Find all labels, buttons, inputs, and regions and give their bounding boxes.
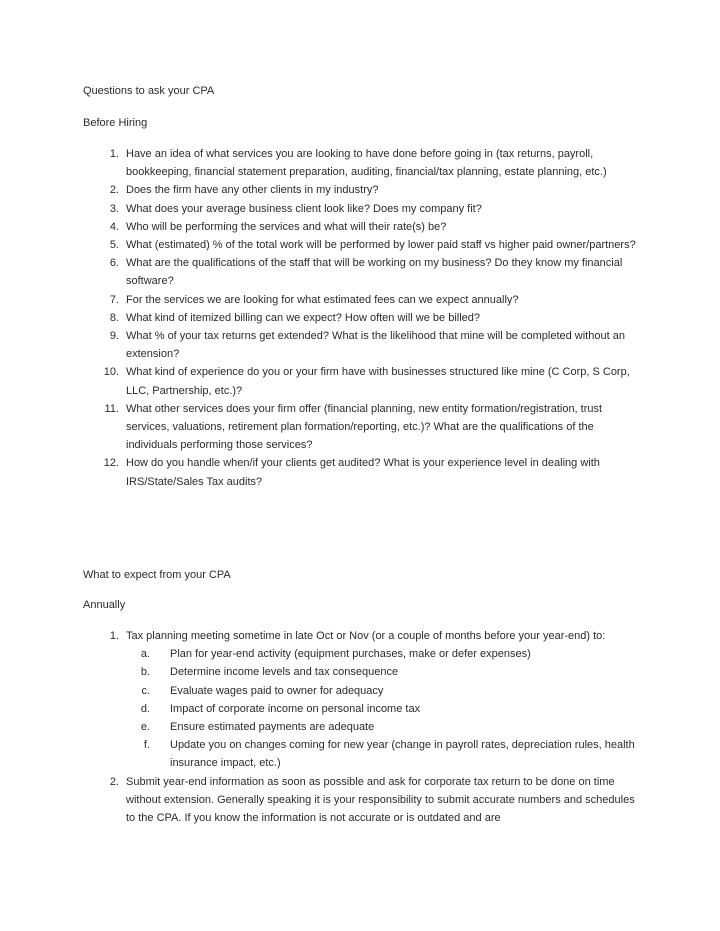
list-number: 2. — [109, 184, 119, 197]
list-item-text: Who will be performing the services and what will their rate(s) be? — [126, 220, 447, 233]
sub-list-letter: b. — [140, 666, 150, 679]
list-number: 1. — [109, 148, 119, 160]
list-number: 2. — [109, 775, 119, 788]
list-number: 3. — [109, 202, 119, 215]
document-title: Questions to ask your CPA — [83, 85, 215, 97]
list-item — [83, 363, 638, 399]
list-item-text: Have an idea of what services you are looking to have done before going in (tax returns, payroll, bookkeeping, financial statement preparation, auditing, financial/tax planning, estate planning, etc.) — [126, 148, 607, 179]
sub-list — [126, 645, 638, 772]
sub-list-letter: e. — [140, 721, 150, 734]
sub-list-item-text: Update you on changes coming for new year (change in payroll rates, depreciation rules, health insurance impact, etc.) — [170, 739, 635, 770]
list-number: 9. — [109, 330, 119, 343]
list-item-text: Submit year-end information as soon as possible and ask for corporate tax return to be done on time without extension. Generally speaking it is your responsibility to submit accurate numbers and schedules to the CPA. If you know the information is not accurate or is outdated and are — [126, 775, 635, 825]
list-number: 10. — [103, 366, 119, 379]
list-item-text: What (estimated) % of the total work will be performed by lower paid staff vs higher paid owner/partners? — [126, 239, 636, 252]
section-heading-annually: Annually — [83, 599, 126, 611]
sub-list-item-text: Determine income levels and tax consequence — [170, 666, 399, 679]
sub-list-letter: f. — [143, 739, 150, 752]
list-number: 12. — [103, 457, 119, 470]
list-item-text: Tax planning meeting sometime in late Oct or Nov (or a couple of months before your year-end) to: — [126, 630, 606, 642]
sub-list-letter: a. — [140, 648, 150, 661]
sub-list-item-text: Impact of corporate income on personal income tax — [170, 702, 421, 715]
list-item — [83, 181, 638, 199]
sub-list-item — [126, 682, 638, 700]
sub-list-item-text: Plan for year-end activity (equipment purchases, make or defer expenses) — [170, 648, 531, 661]
list-item-text: What kind of experience do you or your firm have with businesses structured like mine (C Corp, S Corp, LLC, Partnership, etc.)? — [126, 366, 630, 397]
list-item — [83, 309, 638, 327]
list-number: 5. — [109, 239, 119, 252]
sub-list-letter: d. — [140, 702, 150, 715]
sub-list-item-text: Evaluate wages paid to owner for adequacy — [170, 684, 384, 697]
sub-list-letter: c. — [141, 684, 150, 697]
list-item — [83, 254, 638, 290]
list-item-text: How do you handle when/if your clients get audited? What is your experience level in dealing with IRS/State/Sales Tax audits? — [126, 457, 600, 488]
list-item — [83, 327, 638, 363]
list-number: 6. — [109, 257, 119, 270]
list-item — [83, 291, 638, 309]
list-item-text: Does the firm have any other clients in my industry? — [126, 184, 379, 197]
sub-list-item — [126, 700, 638, 718]
list-number: 7. — [109, 293, 119, 306]
sub-list-item — [126, 645, 638, 663]
sub-list-item — [126, 718, 638, 736]
annually-list — [83, 627, 638, 827]
sub-list-item — [126, 736, 638, 772]
list-item-text: What are the qualifications of the staff that will be working on my business? Do they know my financial software? — [126, 257, 623, 288]
list-item — [83, 200, 638, 218]
list-item-text: What % of your tax returns get extended? What is the likelihood that mine will be completed without an extension? — [126, 330, 625, 361]
list-item — [83, 236, 638, 254]
list-number: 4. — [109, 220, 119, 233]
list-number: 1. — [109, 630, 119, 642]
before-hiring-list — [83, 145, 638, 491]
sub-list-item-text: Ensure estimated payments are adequate — [170, 721, 375, 734]
list-item — [83, 145, 638, 181]
list-item-text: For the services we are looking for what estimated fees can we expect annually? — [126, 293, 519, 306]
list-item — [83, 773, 638, 828]
section-heading-before-hiring: Before Hiring — [83, 117, 148, 129]
list-item-text: What other services does your firm offer (financial planning, new entity formation/registration, trust services, valuations, retirement plan formation/reporting, etc.)? What are the qualifications of the individuals performing those services? — [126, 402, 603, 452]
list-item-text: What does your average business client look like? Does my company fit? — [126, 202, 482, 215]
section-title-what-to-expect: What to expect from your CPA — [83, 569, 231, 581]
sub-list-item — [126, 663, 638, 681]
list-item — [83, 454, 638, 490]
list-item — [83, 400, 638, 455]
list-number: 8. — [109, 311, 119, 324]
list-item-text: What kind of itemized billing can we expect? How often will we be billed? — [126, 311, 481, 324]
list-item — [83, 627, 638, 773]
list-number: 11. — [104, 402, 119, 415]
list-item — [83, 218, 638, 236]
